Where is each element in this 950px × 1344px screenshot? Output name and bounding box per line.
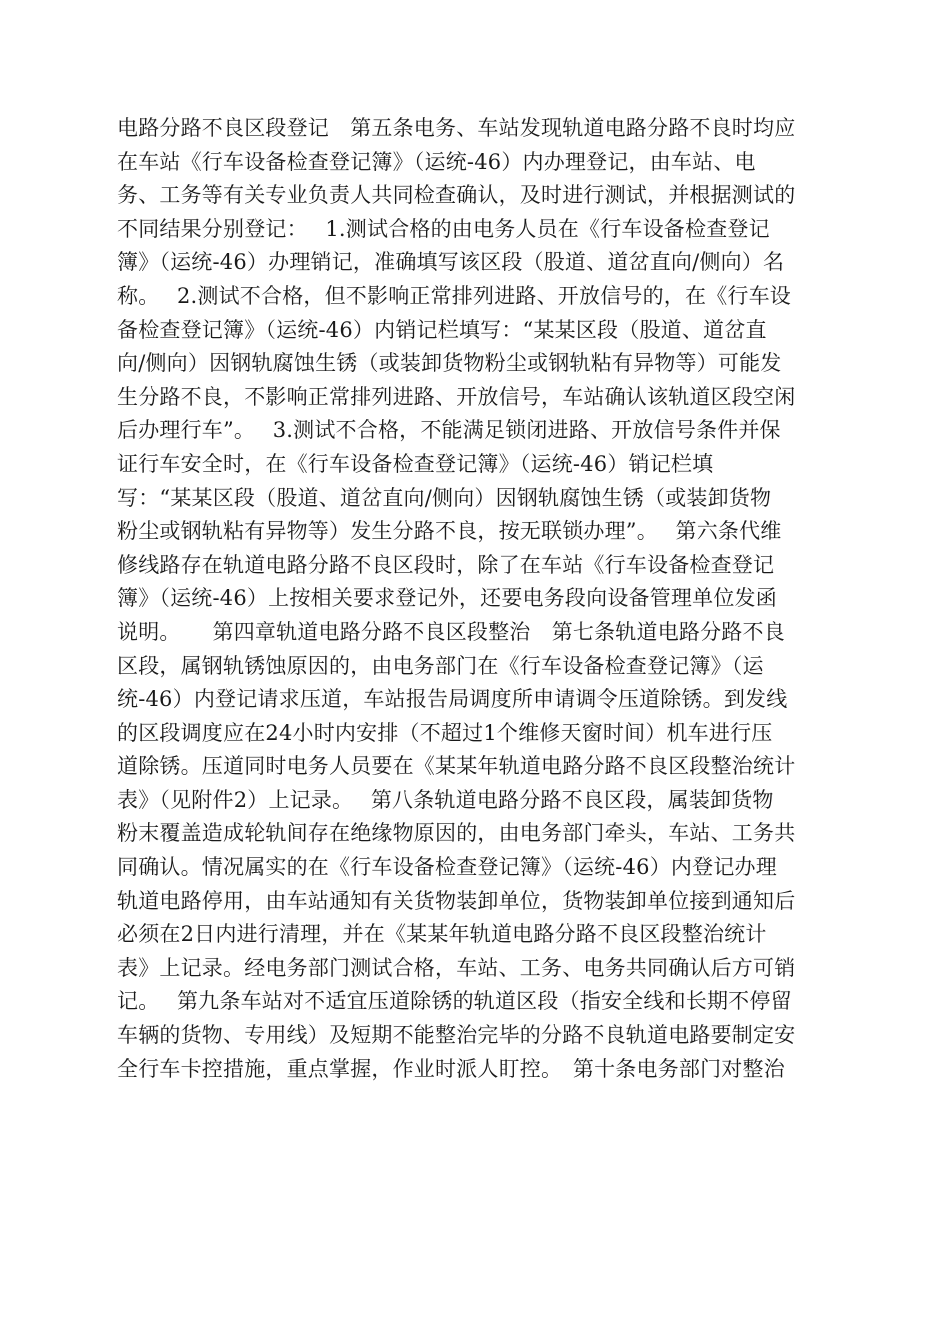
text-line-9: 生分路不良，不影响正常排列进路、开放信号，车站确认该轨道区段空闲 <box>117 384 796 409</box>
text-line-3: 务、工务等有关专业负责人共同检查确认，及时进行测试，并根据测试的 <box>117 183 796 208</box>
text-line-14: 修线路存在轨道电路分路不良区段时，除了在车站《行车设备检查登记 <box>117 552 775 577</box>
text-line-17: 区段，属钢轨锈蚀原因的，由电务部门在《行车设备检查登记簿》（运 <box>117 653 764 678</box>
text-line-5: 簿》（运统-46）办理销记，准确填写该区段（股道、道岔直向/侧向）名 <box>117 250 785 275</box>
text-line-12: 写：“某某区段（股道、道岔直向/侧向）因钢轨腐蚀生锈（或装卸货物 <box>117 485 772 510</box>
text-line-20: 道除锈。压道同时电务人员要在《某某年轨道电路分路不良区段整治统计 <box>117 754 796 779</box>
text-line-26: 表》上记录。经电务部门测试合格，车站、工务、电务共同确认后方可销 <box>117 955 796 980</box>
text-line-13: 粉尘或钢轨粘有异物等）发生分路不良，按无联锁办理”。 第六条代维 <box>117 519 782 544</box>
text-line-6: 称。 2.测试不合格，但不影响正常排列进路、开放信号的，在《行车设 <box>117 283 792 308</box>
text-line-21: 表》（见附件2）上记录。 第八条轨道电路分路不良区段，属装卸货物 <box>117 787 774 812</box>
text-line-8: 向/侧向）因钢轨腐蚀生锈（或装卸货物粉尘或钢轨粘有异物等）可能发 <box>117 351 782 376</box>
text-line-25: 必须在2日内进行清理，并在《某某年轨道电路分路不良区段整治统计 <box>117 922 767 947</box>
text-line-15: 簿》（运统-46）上按相关要求登记外，还要电务段向设备管理单位发函 <box>117 586 777 611</box>
text-line-28: 车辆的货物、专用线）及短期不能整治完毕的分路不良轨道电路要制定安 <box>117 1023 796 1048</box>
text-line-24: 轨道电路停用，由车站通知有关货物装卸单位，货物装卸单位接到通知后 <box>117 888 796 913</box>
body-text <box>117 112 837 1086</box>
text-line-19: 的区段调度应在24小时内安排（不超过1个维修天窗时间）机车进行压 <box>117 720 773 745</box>
text-line-11: 证行车安全时，在《行车设备检查登记簿》（运统-46）销记栏填 <box>117 451 714 476</box>
text-line-7: 备检查登记簿》（运统-46）内销记栏填写：“某某区段（股道、道岔直 <box>117 317 767 342</box>
text-line-16: 说明。 第四章轨道电路分路不良区段整治 第七条轨道电路分路不良 <box>117 619 785 644</box>
text-line-18: 统-46）内登记请求压道，车站报告局调度所申请调令压道除锈。到发线 <box>117 687 788 712</box>
text-line-29: 全行车卡控措施，重点掌握，作业时派人盯控。 第十条电务部门对整治 <box>117 1056 785 1081</box>
text-line-22: 粉末覆盖造成轮轨间存在绝缘物原因的，由电务部门牵头，车站、工务共 <box>117 821 796 846</box>
text-line-27: 记。 第九条车站对不适宜压道除锈的轨道区段（指安全线和长期不停留 <box>117 989 792 1014</box>
text-line-2: 在车站《行车设备检查登记簿》（运统-46）内办理登记，由车站、电 <box>117 149 756 174</box>
text-line-4: 不同结果分别登记： 1.测试合格的由电务人员在《行车设备检查登记 <box>117 216 770 241</box>
text-line-1: 电路分路不良区段登记 第五条电务、车站发现轨道电路分路不良时均应 <box>117 116 796 140</box>
text-line-23: 同确认。情况属实的在《行车设备检查登记簿》（运统-46）内登记办理 <box>117 855 777 880</box>
text-line-10: 后办理行车”。 3.测试不合格，不能满足锁闭进路、开放信号条件并保 <box>117 418 781 443</box>
